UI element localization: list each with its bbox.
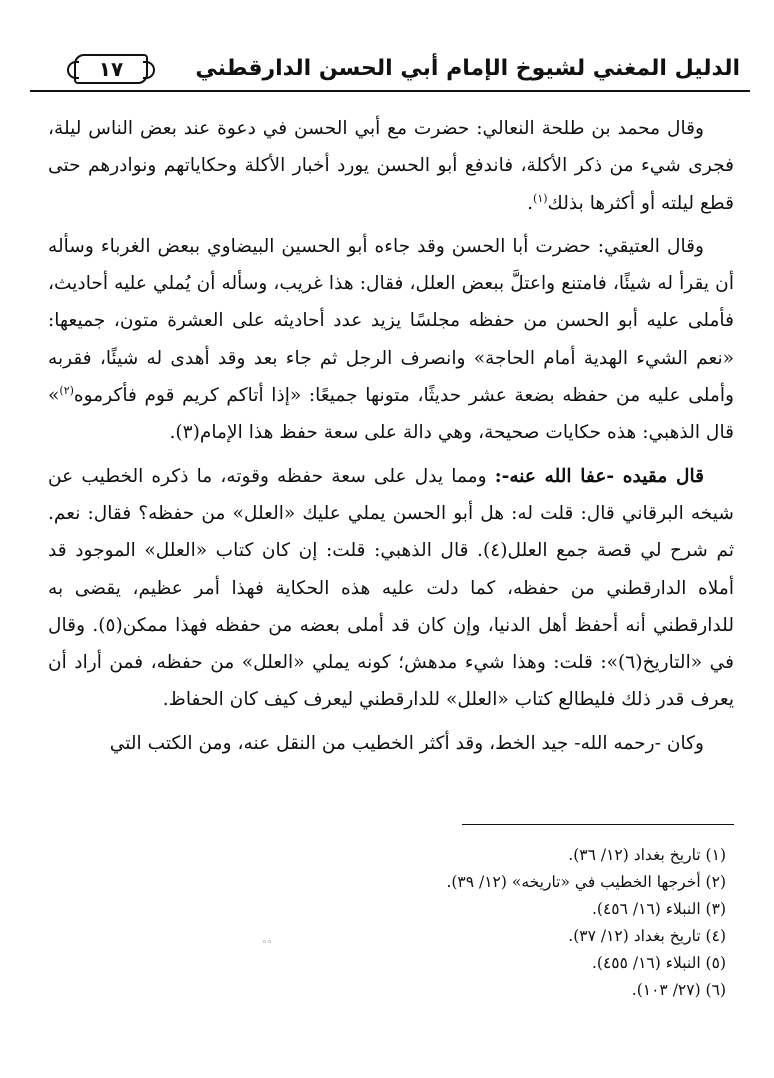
scan-speck: ◦◦	[262, 938, 273, 948]
page-number-frame	[74, 54, 148, 84]
footnotes	[48, 842, 730, 1004]
footnote-marker: (١)	[533, 191, 548, 205]
footnote: (٣) النبلاء (١٦/ ٤٥٦).	[591, 900, 726, 918]
footnote: (٦) (٢٧/ ١٠٣).	[631, 981, 726, 999]
header-rule	[30, 90, 750, 92]
footnote: (٤) تاريخ بغداد (١٢/ ٣٧).	[568, 927, 726, 945]
running-header	[30, 52, 750, 92]
paragraph-text: وقال العتيقي: حضرت أبا الحسن وقد جاءه أبو الحسين البيضاوي ببعض الغرباء وسأله أن يقرأ له شيئًا، فامتنع واعتلَّ ببعض العلل، فقال: هذا غريب، وسأله أن يُملي عليه أحاديث، فأملى عليه أبو الحسن من حفظه مجلسًا يزيد عدد أحاديثه على العشرة متون، جميعها: «نعم الشيء الهدية أمام الحاجة» وانصرف الرجل ثم جاء بعد وقد أهدى له شيئًا، فقربه وأملى عليه من حفظه بضعة عشر حديثًا، متونها جميعًا: «إذا أتاكم كريم قوم فأكرموه	[48, 235, 734, 407]
paragraph	[48, 725, 734, 762]
paragraph-text: ومما يدل على سعة حفظه وقوته، ما ذكره الخطيب عن شيخه البرقاني قال: قلت له: هل أبو الحسن يملي عليك «العلل» من حفظه؟ فقال: نعم. ثم شرح لي قصة جمع العلل(٤). قال الذهبي: قلت: إن كان كتاب «العلل» الموجود قد أملاه الدارقطني من حفظه، كما دلت عليه هذه الحكاية فهذا أمر عظيم، يقضى به للدارقطني أنه أحفظ أهل الدنيا، وإن كان قد أملى بعضه من حفظه فهذا ممكن(٥). وقال في «التاريخ(٦)»: قلت: وهذا شيء مدهش؛ كونه يملي «العلل» من حفظه، فمن أراد أن يعرف قدر ذلك فليطالع كتاب «العلل» للدارقطني ليعرف كيف كان الحفاظ	[48, 465, 734, 711]
footnote: (٥) النبلاء (١٦/ ٤٥٥).	[591, 954, 726, 972]
running-header-title: الدليل المغني لشيوخ الإمام أبي الحسن الدارقطني	[195, 56, 740, 81]
paragraph-lead: قال مقيده -عفا الله عنه-:	[494, 465, 705, 487]
paragraph	[48, 110, 734, 222]
paragraph-text: وكان -رحمه الله- جيد الخط، وقد أكثر الخطيب من النقل عنه، ومن الكتب التي	[109, 732, 704, 754]
paragraph-tail: » قال الذهبي: هذه حكايات صحيحة، وهي دالة على سعة حفظ هذا الإمام(٣).	[48, 385, 734, 444]
paragraph-tail: .	[162, 689, 169, 711]
paragraph	[48, 228, 734, 452]
paragraph-tail: .	[527, 192, 534, 214]
paragraph-text: وقال محمد بن طلحة النعالي: حضرت مع أبي الحسن في دعوة عند بعض الناس ليلة، فجرى شيء من ذكر الأكلة، فاندفع أبو الحسن يورد أخبار الأكلة وحكاياتهم ونوادرهم حتى قطع ليلته أو أكثرها بذلك	[48, 118, 734, 214]
paragraph	[48, 458, 734, 719]
footnote-marker: (٢)	[59, 383, 74, 397]
footnote-separator	[462, 824, 734, 825]
footnote: (١) تاريخ بغداد (١٢/ ٣٦).	[568, 846, 726, 864]
main-text	[48, 110, 734, 768]
footnote: (٢) أخرجها الخطيب في «تاريخه» (١٢/ ٣٩).	[446, 873, 726, 891]
page-number: ١٧	[98, 57, 124, 81]
